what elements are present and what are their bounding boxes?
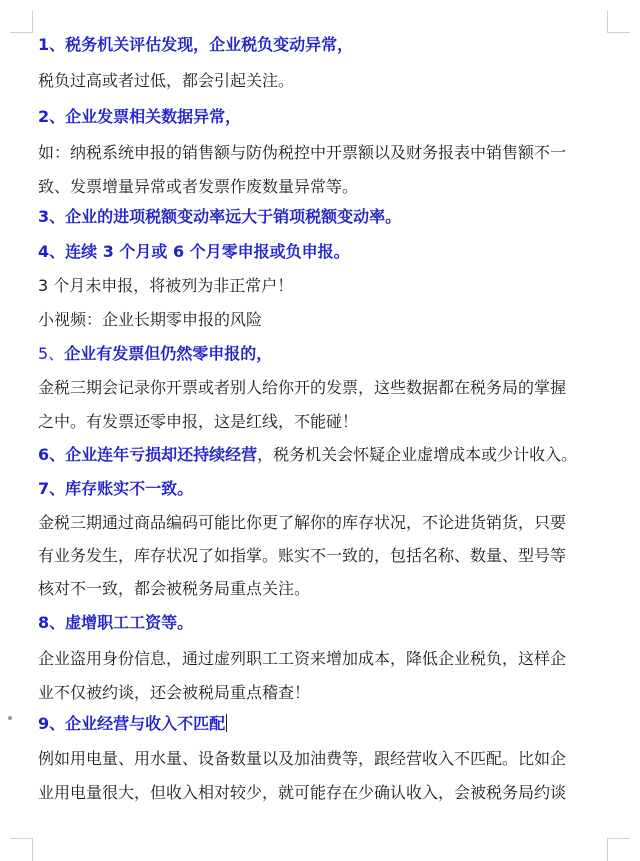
heading-1: 1、税务机关评估发现，企业税负变动异常， bbox=[38, 35, 354, 54]
heading-2: 2、企业发票相关数据异常， bbox=[38, 107, 242, 126]
body-line: 业不仅被约谈，还会被税局重点稽查！ bbox=[38, 683, 311, 702]
heading-6-text: 6、企业连年亏损却还持续经营 bbox=[38, 445, 258, 464]
body-line: 税负过高或者过低，都会引起关注。 bbox=[38, 71, 295, 90]
heading-5-text: 企业有发票但仍然零申报的， bbox=[64, 344, 273, 363]
body-line: 小视频：企业长期零申报的风险 bbox=[38, 310, 263, 329]
page-corner-mark-top-left bbox=[10, 10, 33, 33]
heading-7: 7、库存账实不一致。 bbox=[38, 479, 194, 498]
text-cursor bbox=[226, 714, 227, 732]
heading-6-tail: ，税务机关会怀疑企业虚增成本或少计收入。 bbox=[257, 445, 578, 464]
body-line: 核对不一致，都会被税务局重点关注。 bbox=[38, 579, 311, 598]
body-line: 之中。有发票还零申报，这是红线，不能碰！ bbox=[38, 412, 359, 431]
body-line: 业用电量很大，但收入相对较少，就可能存在少确认收入，会被税务局约谈 bbox=[38, 783, 567, 802]
body-line: 金税三期通过商品编码可能比你更了解你的库存状况，不论进货销货，只要 bbox=[38, 513, 567, 532]
body-line: 有业务发生，库存状况了如指掌。账实不一致的，包括名称、数量、型号等 bbox=[38, 546, 567, 565]
body-line: 如：纳税系统申报的销售额与防伪税控中开票额以及财务报表中销售额不一 bbox=[38, 143, 567, 162]
heading-9-text: 9、企业经营与收入不匹配 bbox=[38, 714, 226, 733]
body-line: 3 个月未申报，将被列为非正常户！ bbox=[38, 276, 294, 295]
body-line: 致、发票增量异常或者发票作废数量异常等。 bbox=[38, 177, 359, 196]
page-corner-mark-bottom-left bbox=[10, 838, 33, 861]
heading-6 bbox=[38, 445, 577, 465]
body-line: 金税三期会记录你开票或者别人给你开的发票，这些数据都在税务局的掌握 bbox=[38, 378, 567, 397]
heading-8: 8、虚增职工工资等。 bbox=[38, 613, 194, 632]
heading-5 bbox=[38, 344, 272, 364]
paragraph-mark-icon bbox=[8, 716, 12, 720]
page-corner-mark-bottom-right bbox=[607, 838, 630, 861]
heading-3: 3、企业的进项税额变动率远大于销项税额变动率。 bbox=[38, 207, 402, 226]
heading-4: 4、连续 3 个月或 6 个月零申报或负申报。 bbox=[38, 242, 350, 261]
heading-5-number: 5、 bbox=[38, 344, 65, 363]
heading-9 bbox=[38, 714, 227, 734]
body-line: 例如用电量、用水量、设备数量以及加油费等，跟经营收入不匹配。比如企 bbox=[38, 749, 567, 768]
body-line: 企业盗用身份信息，通过虚列职工工资来增加成本，降低企业税负，这样企 bbox=[38, 649, 567, 668]
page-corner-mark-top-right bbox=[607, 10, 630, 33]
